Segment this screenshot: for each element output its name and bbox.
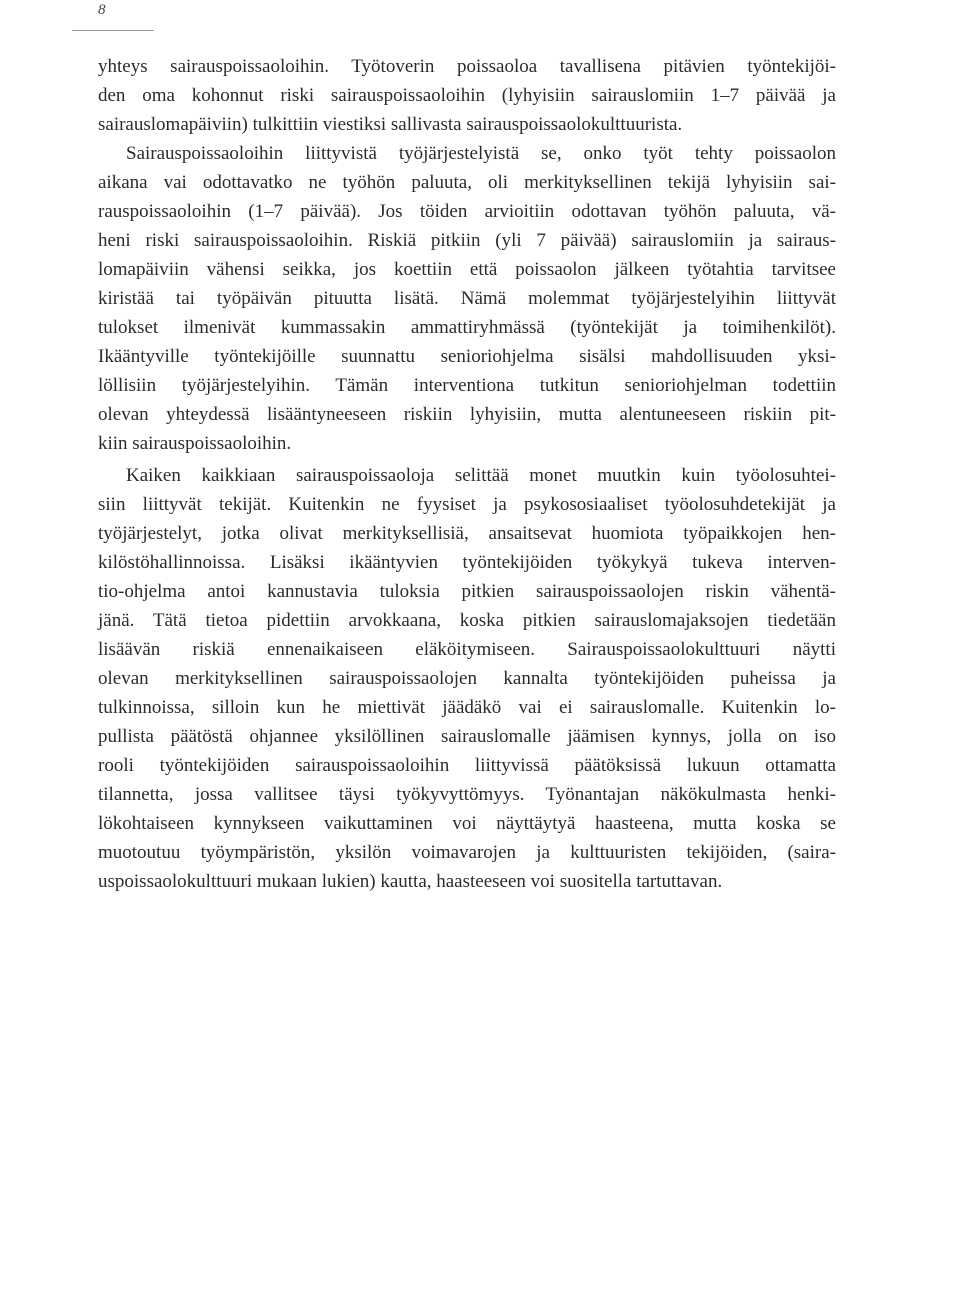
text-line: lomapäiviin vähensi seikka, jos koettiin että poissaolon jälkeen työtahtia tarvitsee — [98, 259, 836, 280]
text-line: pullista päätöstä ohjannee yksilöllinen sairauslomalle jäämisen kynnys, jolla on iso — [98, 726, 836, 747]
text-line: kiin sairauspoissaoloihin. — [98, 433, 292, 454]
text-line: työjärjestelyt, jotka olivat merkityksellisiä, ansaitsevat huomiota työpaikkojen hen- — [98, 523, 836, 544]
text-line: jänä. Tätä tietoa pidettiin arvokkaana, koska pitkien sairauslomajaksojen tiedetään — [98, 610, 836, 631]
header-rule — [72, 30, 154, 31]
text-line: Ikääntyville työntekijöille suunnattu senioriohjelma sisälsi mahdollisuuden yksi- — [98, 346, 836, 367]
paragraph — [98, 461, 836, 896]
text-line: olevan merkityksellinen sairauspoissaolojen kannalta työntekijöiden puheissa ja — [98, 668, 836, 689]
text-line: Kaiken kaikkiaan sairauspoissaoloja selittää monet muutkin kuin työolosuhtei- — [126, 465, 836, 486]
text-line: lökohtaiseen kynnykseen vaikuttaminen voi näyttäytyä haasteena, mutta koska se — [98, 813, 836, 834]
text-line: tilannetta, jossa vallitsee täysi työkyvyttömyys. Työnantajan näkökulmasta henki- — [98, 784, 836, 805]
page-number: 8 — [98, 2, 106, 18]
paragraph — [98, 139, 836, 458]
text-line: sairauslomapäiviin) tulkittiin viestiksi sallivasta sairauspoissaolokulttuurista. — [98, 114, 683, 135]
body-text — [98, 52, 836, 896]
paragraph — [98, 52, 836, 139]
text-line: rauspoissaoloihin (1–7 päivää). Jos töiden arvioitiin odottavan työhön paluuta, vä- — [98, 201, 836, 222]
text-line: löllisiin työjärjestelyihin. Tämän interventiona tutkitun senioriohjelman todettiin — [98, 375, 836, 396]
text-line: olevan yhteydessä lisääntyneeseen riskiin lyhyisiin, mutta alentuneeseen riskiin pit- — [98, 404, 836, 425]
text-line: Sairauspoissaoloihin liittyvistä työjärjestelyistä se, onko työt tehty poissaolon — [126, 143, 836, 164]
text-line: lisäävän riskiä ennenaikaiseen eläköitymiseen. Sairauspoissaolokulttuuri näytti — [98, 639, 836, 660]
text-line: aikana vai odottavatko ne työhön paluuta, oli merkityksellinen tekijä lyhyisiin sai- — [98, 172, 836, 193]
text-line: rooli työntekijöiden sairauspoissaoloihin liittyvissä päätöksissä lukuun ottamatta — [98, 755, 836, 776]
text-line: tulkinnoissa, silloin kun he miettivät jäädäkö vai ei sairauslomalle. Kuitenkin lo- — [98, 697, 836, 718]
text-line: kilöstöhallinnoissa. Lisäksi ikääntyvien työntekijöiden työkykyä tukeva interven- — [98, 552, 836, 573]
text-line: den oma kohonnut riski sairauspoissaoloihin (lyhyisiin sairauslomiin 1–7 päivää ja — [98, 85, 836, 106]
text-line: heni riski sairauspoissaoloihin. Riskiä pitkiin (yli 7 päivää) sairauslomiin ja sairaus- — [98, 230, 836, 251]
text-line: muotoutuu työympäristön, yksilön voimavarojen ja kulttuuristen tekijöiden, (saira- — [98, 842, 836, 863]
text-line: kiristää tai työpäivän pituutta lisätä. Nämä molemmat työjärjestelyihin liittyvät — [98, 288, 836, 309]
text-line: uspoissaolokulttuuri mukaan lukien) kautta, haasteeseen voi suositella tartuttavan. — [98, 871, 723, 892]
text-line: tio-ohjelma antoi kannustavia tuloksia pitkien sairauspoissaolojen riskin vähentä- — [98, 581, 836, 602]
text-line: siin liittyvät tekijät. Kuitenkin ne fyysiset ja psykososiaaliset työolosuhdetekijät ja — [98, 494, 836, 515]
text-line: tulokset ilmenivät kummassakin ammattiryhmässä (työntekijät ja toimihenkilöt). — [98, 317, 836, 338]
text-line: yhteys sairauspoissaoloihin. Työtoverin poissaoloa tavallisena pitävien työntekijöi- — [98, 56, 836, 77]
